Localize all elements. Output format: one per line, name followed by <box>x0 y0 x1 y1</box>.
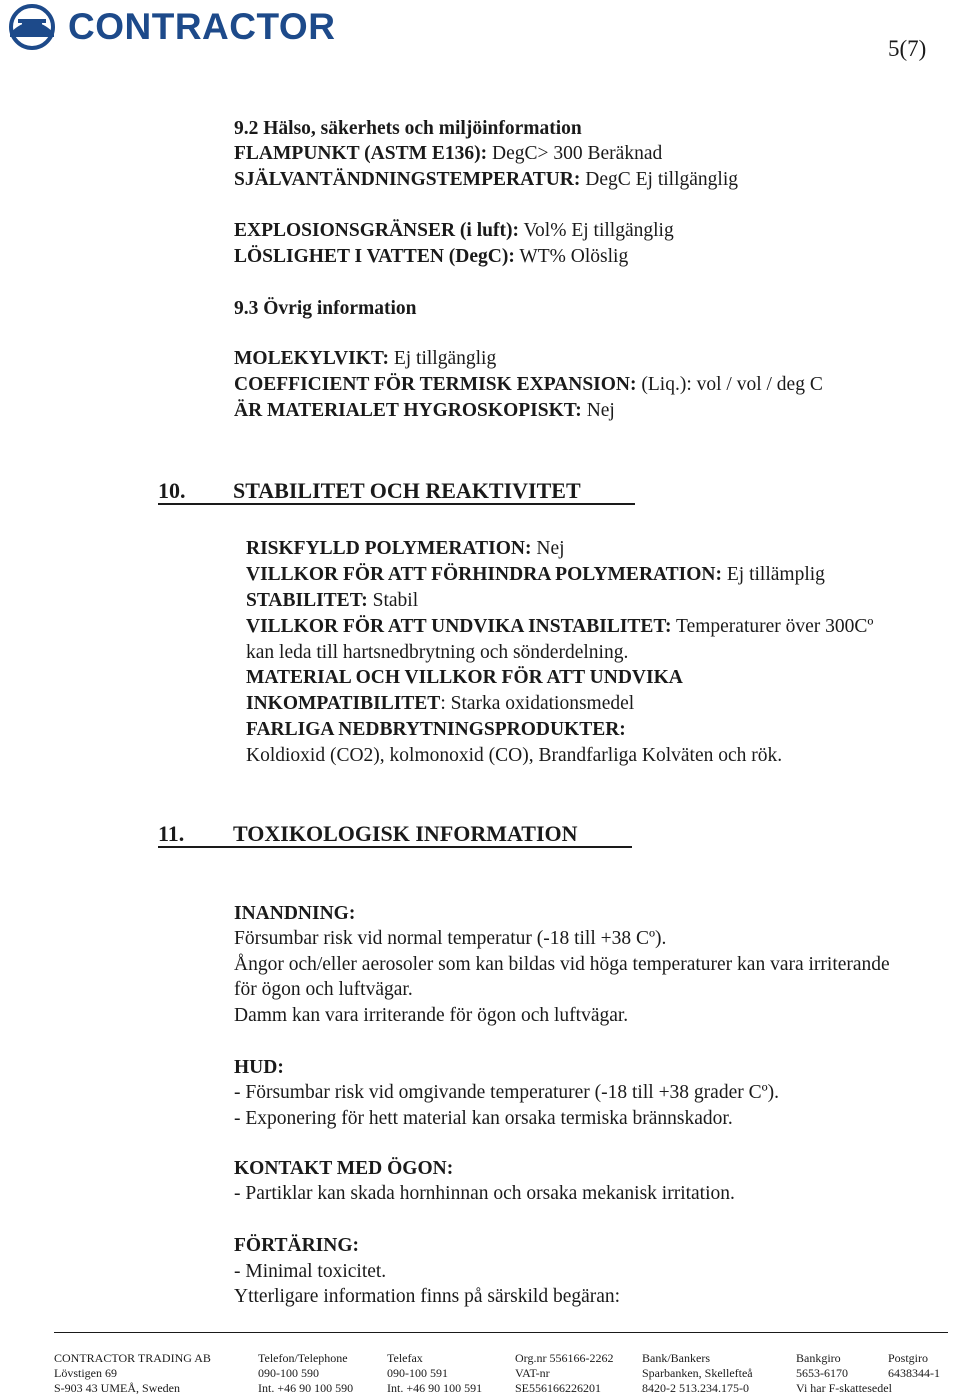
section-9-2-title: 9.2 Hälso, säkerhets och miljöinformation <box>234 118 582 139</box>
footer-bank-label: Bank/Bankers <box>642 1351 710 1365</box>
section-11-title: TOXIKOLOGISK INFORMATION <box>233 821 578 846</box>
instabilitet-label: VILLKOR FÖR ATT UNDVIKA INSTABILITET: <box>246 616 672 637</box>
footer-fax-label: Telefax <box>387 1351 423 1365</box>
molekylvikt-line <box>234 346 496 371</box>
footer-fax: 090-100 591 <box>387 1366 448 1380</box>
inandning-label: INANDNING: <box>234 903 356 924</box>
stabilitet-line <box>246 588 418 613</box>
footer-phone-label: Telefon/Telephone <box>258 1351 348 1365</box>
footer-phone-intl: Int. +46 90 100 590 <box>258 1381 354 1395</box>
kontakt-ogon-line: - Partiklar kan skada hornhinnan och orsaka mekanisk irritation. <box>234 1183 735 1204</box>
flampunkt-value: DegC> 300 Beräknad <box>487 143 663 164</box>
inkompatibilitet-label: INKOMPATIBILITET <box>246 693 441 714</box>
section-9-3-title: 9.3 Övrig information <box>234 298 417 319</box>
polymeration-label: RISKFYLLD POLYMERATION: <box>246 538 532 559</box>
footer-company-name: CONTRACTOR TRADING AB <box>54 1351 211 1365</box>
hygroskopiskt-label: ÄR MATERIALET HYGROSKOPISKT: <box>234 400 582 421</box>
footer-vat: SE556166226201 <box>515 1381 602 1395</box>
hud-label: HUD: <box>234 1057 284 1078</box>
logo-wordmark: CONTRACTOR <box>68 6 336 47</box>
contractor-emblem-icon <box>4 3 60 51</box>
footer-postgiro-label: Postgiro <box>888 1351 929 1365</box>
sjalvantandning-line <box>234 167 738 192</box>
section-11-underline <box>158 846 632 848</box>
explosionsgranser-line <box>234 218 674 243</box>
sjalvantandning-label: SJÄLVANTÄNDNINGSTEMPERATUR: <box>234 169 581 190</box>
section-10-heading <box>158 477 638 509</box>
loslighet-value: WT% Olöslig <box>514 246 629 267</box>
fortaring-line: - Minimal toxicitet. <box>234 1261 387 1282</box>
sjalvantandning-value: DegC Ej tillgänglig <box>580 169 738 190</box>
polymeration-value: Nej <box>531 538 565 559</box>
expansion-line <box>234 372 823 397</box>
hud-line: - Exponering för hett material kan orsaka termiska brännskador. <box>234 1108 733 1129</box>
kontakt-ogon-label: KONTAKT MED ÖGON: <box>234 1158 454 1179</box>
forhindra-label: VILLKOR FÖR ATT FÖRHINDRA POLYMERATION: <box>246 564 722 585</box>
material-villkor-label: MATERIAL OCH VILLKOR FÖR ATT UNDVIKA <box>246 667 683 688</box>
fortaring-label: FÖRTÄRING: <box>234 1235 359 1256</box>
inandning-line: för ögon och luftvägar. <box>234 979 413 1000</box>
stabilitet-value: Stabil <box>367 590 419 611</box>
footer-postgiro: 6438344-1 <box>888 1366 940 1380</box>
forhindra-value: Ej tillämplig <box>722 564 825 585</box>
footer-vat-label: VAT-nr <box>515 1366 550 1380</box>
loslighet-label: LÖSLIGHET I VATTEN (DegC): <box>234 246 515 267</box>
inkompatibilitet-value: : Starka oxidationsmedel <box>440 693 635 714</box>
molekylvikt-label: MOLEKYLVIKT: <box>234 348 389 369</box>
hygroskopiskt-value: Nej <box>581 400 615 421</box>
flampunkt-line <box>234 141 662 166</box>
forhindra-line <box>246 562 825 587</box>
instabilitet-line <box>246 614 873 639</box>
inkompatibilitet-line <box>246 691 634 716</box>
section-10-title: STABILITET OCH REAKTIVITET <box>233 478 581 503</box>
molekylvikt-value: Ej tillgänglig <box>388 348 497 369</box>
instabilitet-continuation: kan leda till hartsnedbrytning och sönderdelning. <box>246 642 629 663</box>
inandning-line: Ångor och/eller aerosoler som kan bildas vid höga temperaturer kan vara irriterande <box>234 954 890 975</box>
footer-bank-account: 8420-2 513.234.175-0 <box>642 1381 749 1395</box>
section-11-heading <box>158 820 638 852</box>
section-10-underline <box>158 503 635 505</box>
fortaring-line: Ytterligare information finns på särskild begäran: <box>234 1286 621 1307</box>
expansion-value: (Liq.): vol / vol / deg C <box>636 374 823 395</box>
nedbrytning-label: FARLIGA NEDBRYTNINGSPRODUKTER: <box>246 719 626 740</box>
stabilitet-label: STABILITET: <box>246 590 368 611</box>
footer-city: S-903 43 UMEÅ, Sweden <box>54 1381 180 1395</box>
loslighet-line <box>234 244 628 269</box>
inandning-line: Damm kan vara irriterande för ögon och luftvägar. <box>234 1005 629 1026</box>
section-10-number: 10. <box>158 478 186 503</box>
hygroskopiskt-line <box>234 398 615 423</box>
footer-bankgiro-label: Bankgiro <box>796 1351 841 1365</box>
flampunkt-label: FLAMPUNKT (ASTM E136): <box>234 143 488 164</box>
inandning-line: Försumbar risk vid normal temperatur (-18 till +38 Cº). <box>234 928 667 949</box>
footer-orgnr: Org.nr 556166-2262 <box>515 1351 614 1365</box>
explosionsgranser-label: EXPLOSIONSGRÄNSER (i luft): <box>234 220 519 241</box>
hud-line: - Försumbar risk vid omgivande temperaturer (-18 till +38 grader Cº). <box>234 1082 780 1103</box>
footer-bankgiro: 5653-6170 <box>796 1366 848 1380</box>
expansion-label: COEFFICIENT FÖR TERMISK EXPANSION: <box>234 374 637 395</box>
footer-bank-name: Sparbanken, Skellefteå <box>642 1366 753 1380</box>
instabilitet-value: Temperaturer över 300Cº <box>671 616 874 637</box>
footer-f-skatt: Vi har F-skattesedel <box>796 1381 892 1395</box>
section-11-number: 11. <box>158 821 185 846</box>
footer-fax-intl: Int. +46 90 100 591 <box>387 1381 483 1395</box>
page-number: 5(7) <box>888 36 927 61</box>
footer-address: Lövstigen 69 <box>54 1366 117 1380</box>
nedbrytning-value: Koldioxid (CO2), kolmonoxid (CO), Brandfarliga Kolväten och rök. <box>246 745 783 766</box>
polymeration-line <box>246 536 565 561</box>
company-logo <box>4 3 340 51</box>
footer-divider <box>54 1332 948 1333</box>
footer-phone: 090-100 590 <box>258 1366 319 1380</box>
explosionsgranser-value: Vol% Ej tillgänglig <box>518 220 674 241</box>
